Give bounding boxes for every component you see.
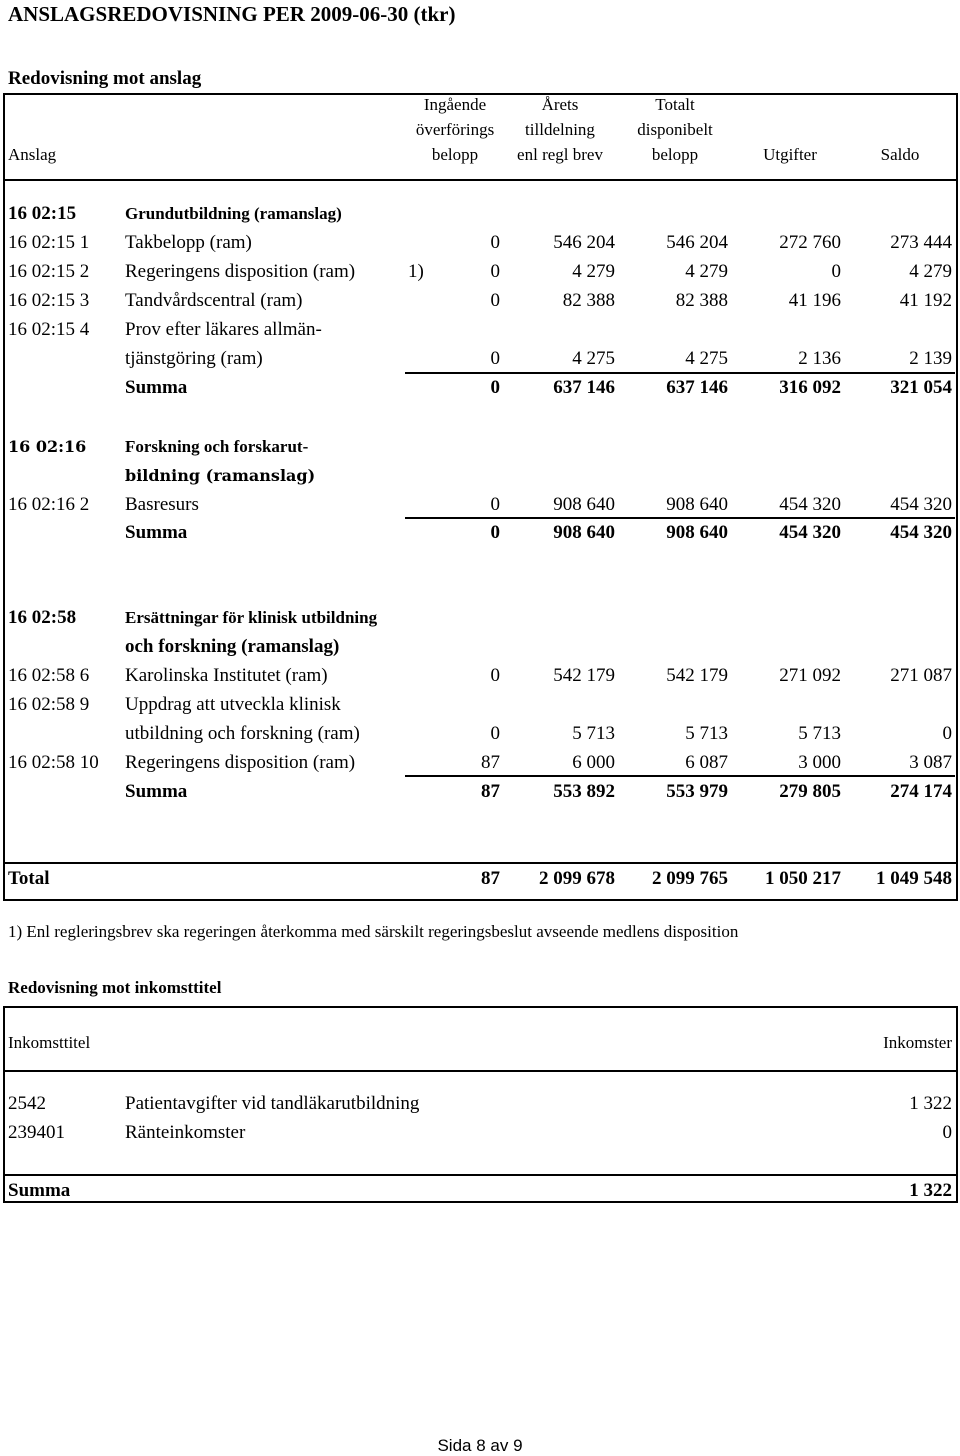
group-name-cont: bildning (ramanslag) [125, 466, 316, 485]
group-name: Forskning och forskarut- [125, 437, 309, 456]
group-code: 16 02:15 [8, 203, 77, 224]
col-header-inkomster: Inkomster [883, 1033, 952, 1052]
summa-divider [3, 1174, 958, 1176]
col-header-inkomsttitel: Inkomsttitel [8, 1033, 91, 1052]
col-header-totalt: Totalt disponibelt belopp [637, 95, 713, 164]
group-code: 16 02:58 [8, 607, 77, 628]
footnote-marker: 1) [408, 261, 424, 282]
col-header-utgifter: Utgifter [763, 145, 817, 164]
col-header-ingaende: Ingående överförings belopp [415, 95, 495, 164]
page-number: Sida 8 av 9 [437, 1436, 523, 1455]
group-code: 16 02:16 [8, 437, 87, 456]
summa-divider [405, 517, 955, 519]
header-divider [3, 179, 958, 181]
summa-divider [405, 372, 955, 374]
col-header-anslag: Anslag [8, 145, 57, 164]
col-header-saldo: Saldo [880, 145, 920, 164]
group-name: Grundutbildning (ramanslag) [125, 204, 342, 223]
page-title: ANSLAGSREDOVISNING PER 2009-06-30 (tkr) [8, 2, 456, 26]
footnote: 1) Enl regleringsbrev ska regeringen återkomma med särskilt regeringsbeslut avseende medlens disposition [8, 922, 739, 941]
total-divider [3, 862, 958, 864]
section-heading-inkomsttitel: Redovisning mot inkomsttitel [8, 978, 222, 997]
header-divider [3, 1070, 958, 1072]
col-header-arets: Årets tilldelning enl regl brev [517, 95, 603, 164]
group-name-cont: och forskning (ramanslag) [125, 636, 340, 657]
group-name: Ersättningar för klinisk utbildning [125, 608, 378, 627]
section-heading-anslag: Redovisning mot anslag [8, 68, 202, 89]
summa-divider [405, 775, 955, 777]
